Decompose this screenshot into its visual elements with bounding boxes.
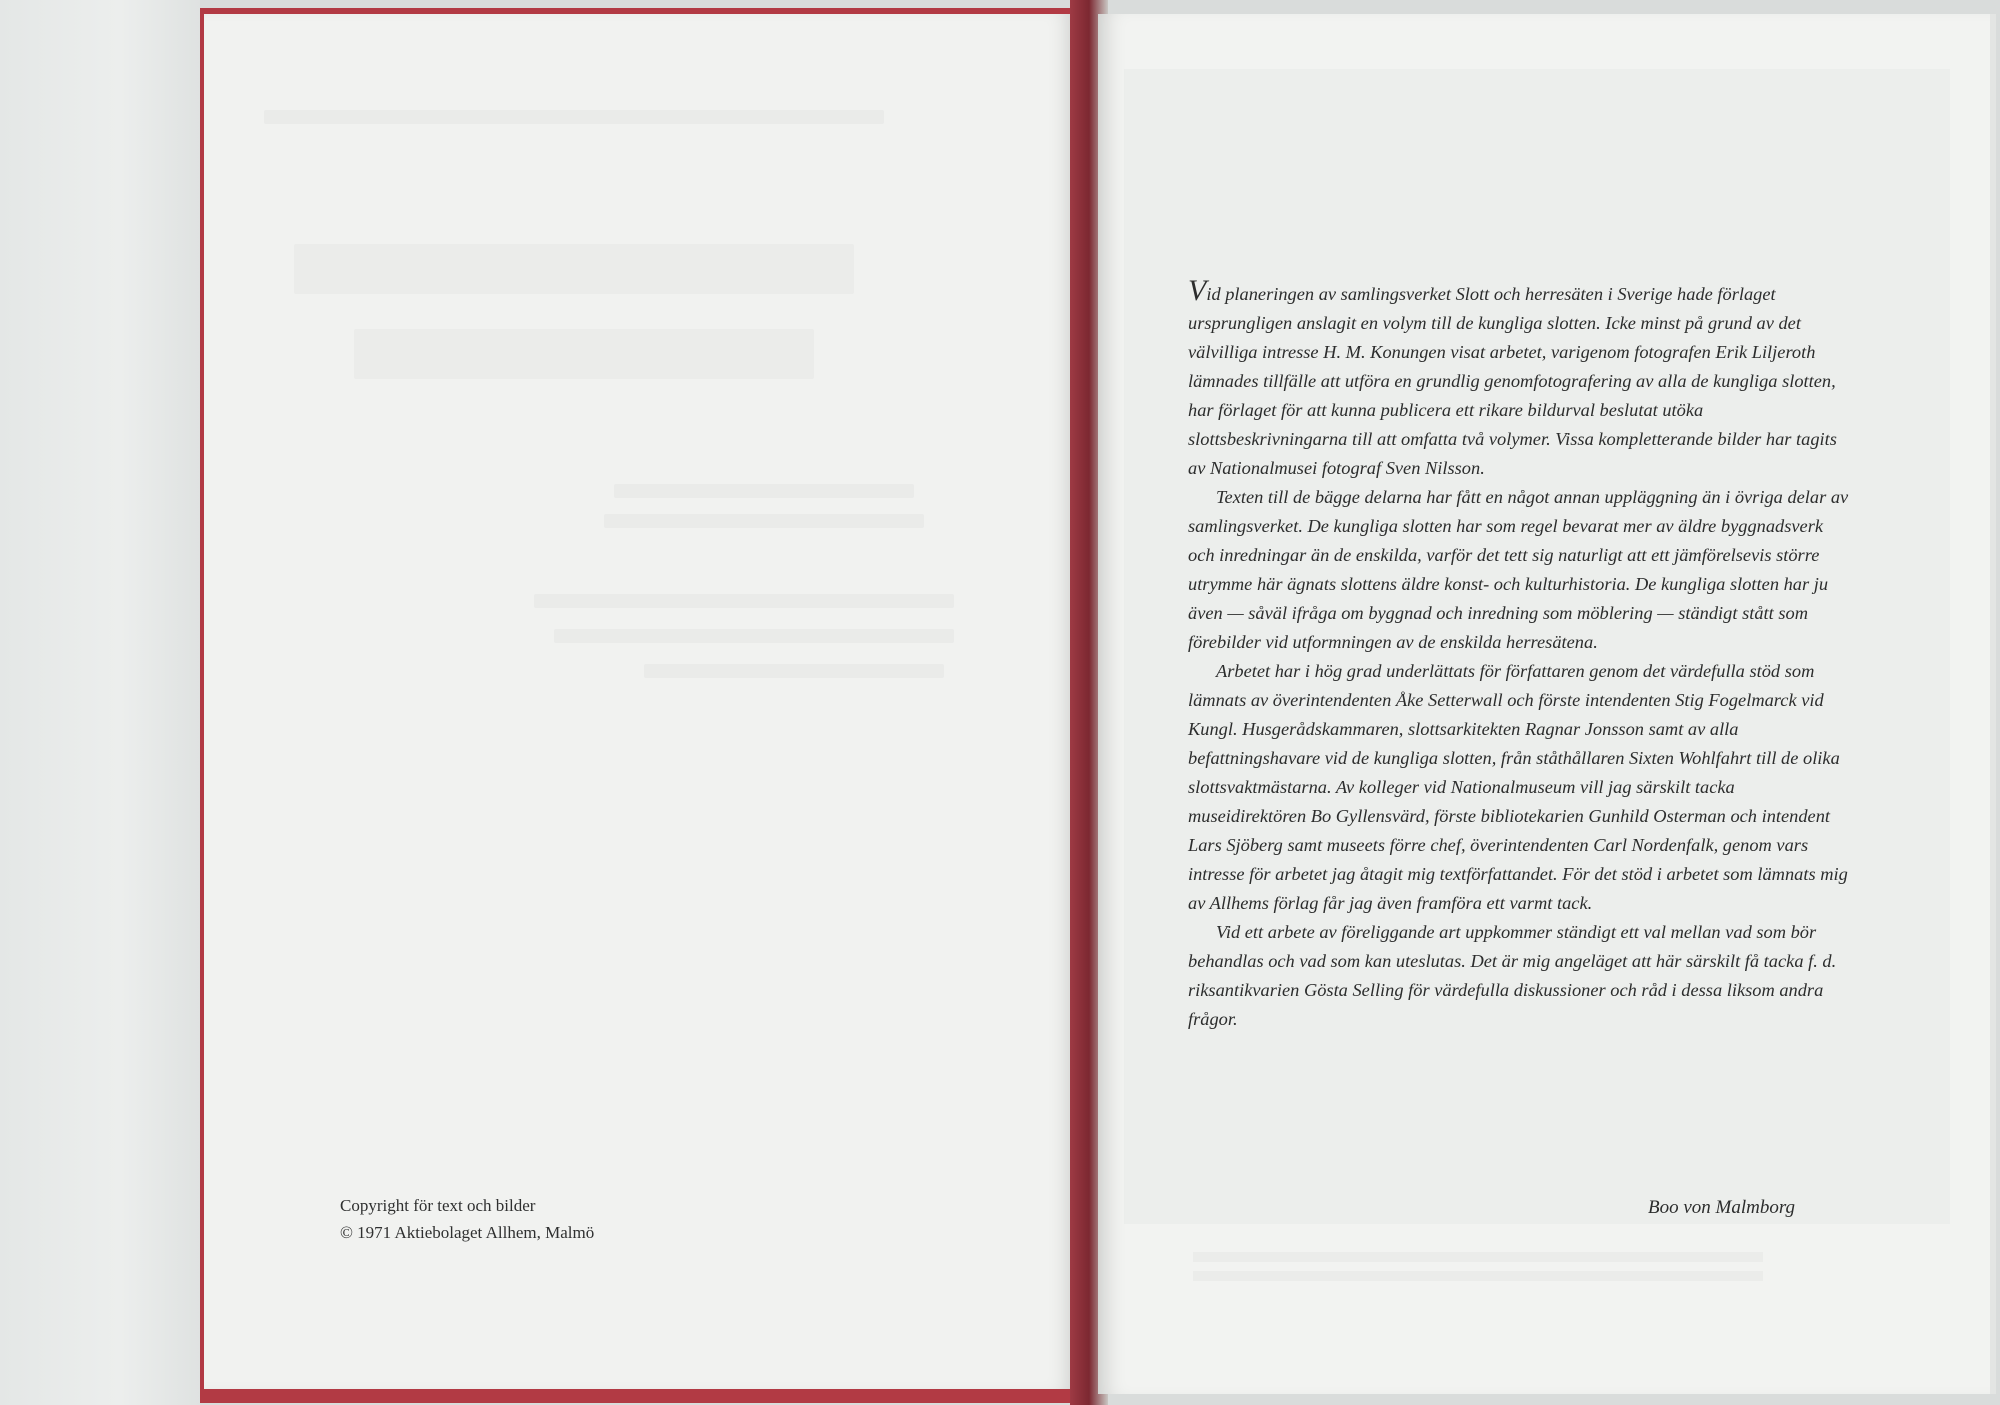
show-through-text bbox=[264, 110, 884, 124]
show-through-text bbox=[604, 514, 924, 528]
foreword-paragraph: Arbetet har i hög grad underlättats för författaren genom det värdefulla stöd som lämnats av överintendenten Åke Setterwall och förste intendenten Stig Fogelmarck vid Kungl. Husgerådskammaren, slottsarkitekten Ragnar Jonsson samt av alla befattningshavare vid de kungliga slotten, från ståthållaren Sixten Wohlfahrt till de olika slottsvaktmästarna. Av kolleger vid Nationalmuseum vill jag särskilt tacka museidirektören Bo Gyllensvärd, förste bibliotekarien Gunhild Osterman och intendent Lars Sjöberg samt museets förre chef, överintendenten Carl Nordenfalk, genom vars intresse för arbetet jag åtagit mig textförfattandet. För det stöd i arbetet som lämnats mig av Allhems förlag får jag även framföra ett varmt tack. bbox=[1188, 661, 1848, 913]
show-through-caption bbox=[1193, 1252, 1763, 1290]
drop-cap: V bbox=[1188, 274, 1207, 307]
show-through-text bbox=[644, 664, 944, 678]
foreword-text bbox=[1188, 274, 1850, 1034]
foreword-paragraph bbox=[1188, 274, 1850, 483]
show-through-text bbox=[614, 484, 914, 498]
left-page bbox=[204, 14, 1074, 1389]
show-through-text bbox=[554, 629, 954, 643]
foreword-paragraph: Texten till de bägge delarna har fått en något annan uppläggning än i övriga delar av samlingsverket. De kungliga slotten har som regel bevarat mer av äldre byggnadsverk och inredningar än de enskilda, varför det tett sig naturligt att ett jämförelsevis större utrymme här ägnats slottens äldre konst- och kulturhistoria. De kungliga slotten har ju även — såväl ifråga om byggnad och inredning som möblering — ständigt stått som förebilder vid utformningen av de enskilda herresätena. bbox=[1188, 487, 1849, 652]
show-through-text bbox=[534, 594, 954, 608]
paragraph-text: id planeringen av samlingsverket Slott och herresäten i Sverige hade förlaget ursprungligen anslagit en volym till de kungliga slotten. Icke minst på grund av det välvilliga intresse H. M. Konungen visat arbetet, varigenom fotografen Erik Liljeroth lämnades tillfälle att utföra en grundlig genomfotografering av alla de kungliga slotten, har förlaget för att kunna publicera ett rikare bildurval beslutat utöka slottsbeskrivningarna till att omfatta två volymer. Vissa kompletterande bilder har tagits av Nationalmusei fotograf Sven Nilsson. bbox=[1188, 284, 1837, 478]
show-through-title bbox=[294, 244, 854, 294]
background-left-page-stack bbox=[0, 0, 200, 1405]
author-signature: Boo von Malmborg bbox=[1648, 1197, 1796, 1218]
copyright-line: © 1971 Aktiebolaget Allhem, Malmö bbox=[340, 1223, 595, 1242]
show-through-title bbox=[354, 329, 814, 379]
right-page bbox=[1098, 14, 1996, 1394]
copyright-line: Copyright för text och bilder bbox=[340, 1196, 536, 1215]
copyright-notice bbox=[340, 1192, 594, 1246]
foreword-paragraph: Vid ett arbete av föreliggande art uppkommer ständigt ett val mellan vad som bör behandlas och vad som kan uteslutas. Det är mig angeläget att här särskilt få tacka f. d. riksantikvarien Gösta Selling för värdefulla diskussioner och råd i dessa liksom andra frågor. bbox=[1188, 922, 1837, 1029]
